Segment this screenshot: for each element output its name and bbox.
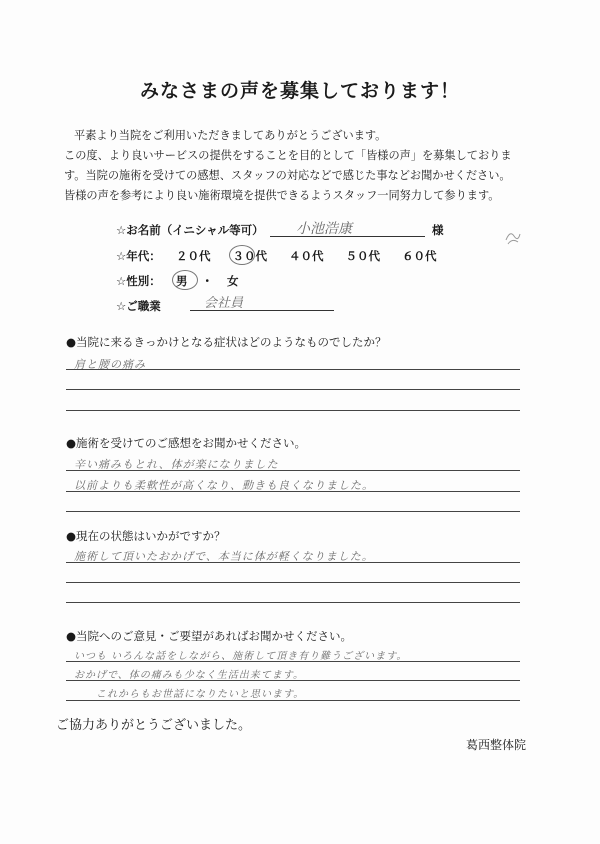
answer-rule (66, 369, 520, 370)
name-underline (270, 236, 425, 237)
age-option: ２０代 (176, 249, 211, 263)
answer-line: いつも いろんな話をしながら、施術して頂き有り難うございます。 (74, 651, 408, 662)
occupation-value: 会社員 (204, 296, 244, 311)
answer-line: 肩と腰の痛み (74, 358, 146, 371)
age-label: ☆年代： (116, 249, 161, 263)
answer-rule (66, 602, 520, 603)
intro-text (64, 126, 564, 206)
answer-rule (66, 700, 520, 701)
scribble-mark (502, 226, 524, 248)
question-4: ●当院へのご意見・ご要望があればお聞かせください。 (66, 629, 353, 643)
intro-line: 平素より当院をご利用いただきましてありがとうございます。 (74, 129, 387, 142)
answer-rule (66, 410, 520, 411)
intro-line: この度、より良いサービスの提供をすることを目的として「皆様の声」を募集しておりま (64, 149, 512, 162)
age-option: ６０代 (402, 249, 437, 263)
age-option: ５０代 (345, 249, 381, 263)
answer-line: これからもお世話になりたいと思います。 (96, 689, 305, 700)
name-suffix: 様 (432, 223, 444, 237)
gender-options (176, 273, 239, 289)
intro-line: す。当院の施術を受けての感想、スタッフの対応などで感じた事などお聞かせください。 (64, 169, 511, 182)
age-options (176, 248, 455, 264)
answer-rule (66, 511, 520, 512)
page-title: みなさまの声を募集しております！ (139, 80, 460, 102)
answer-line: おかげで、体の痛みも少なく生活出来てます。 (74, 670, 304, 681)
thanks-message: ご協力ありがとうございました。 (56, 718, 252, 733)
answer-line: 以前よりも柔軟性が高くなり、動きも良くなりました。 (74, 479, 374, 492)
gender-separator: ・ (201, 274, 214, 288)
answer-line: 辛い痛みもとれ、体が楽になりました (74, 458, 279, 471)
question-2: ●施術を受けてのご感想をお聞かせください。 (66, 436, 307, 450)
age-option-selected: ３０代 (232, 249, 268, 263)
gender-male: 男 (176, 274, 188, 288)
answer-rule (66, 680, 520, 681)
intro-line: 皆様の声を参考により良い施術環境を提供できるようスタッフ一同努力して参ります。 (64, 189, 500, 202)
name-value: 小池浩康 (296, 221, 352, 237)
occupation-underline (190, 310, 334, 311)
question-1: ●当院に来るきっかけとなる症状はどのようなものでしたか？ (66, 335, 387, 349)
clinic-name: 葛西整体院 (466, 738, 527, 752)
answer-rule (66, 582, 520, 583)
age-option: ４０代 (289, 249, 324, 263)
gender-label: ☆性別： (116, 274, 161, 288)
answer-rule (66, 491, 520, 492)
name-label: ☆お名前（イニシャル等可） (116, 223, 264, 237)
answer-rule (66, 562, 520, 563)
answer-rule (66, 470, 520, 471)
question-3: ●現在の状態はいかがですか？ (66, 529, 226, 543)
answer-rule (66, 389, 520, 390)
answer-rule (66, 661, 520, 662)
answer-line: 施術して頂いたおかげで、本当に体が軽くなりました。 (74, 550, 374, 563)
gender-female: 女 (227, 274, 239, 288)
occupation-label: ☆ご職業 (116, 299, 161, 313)
